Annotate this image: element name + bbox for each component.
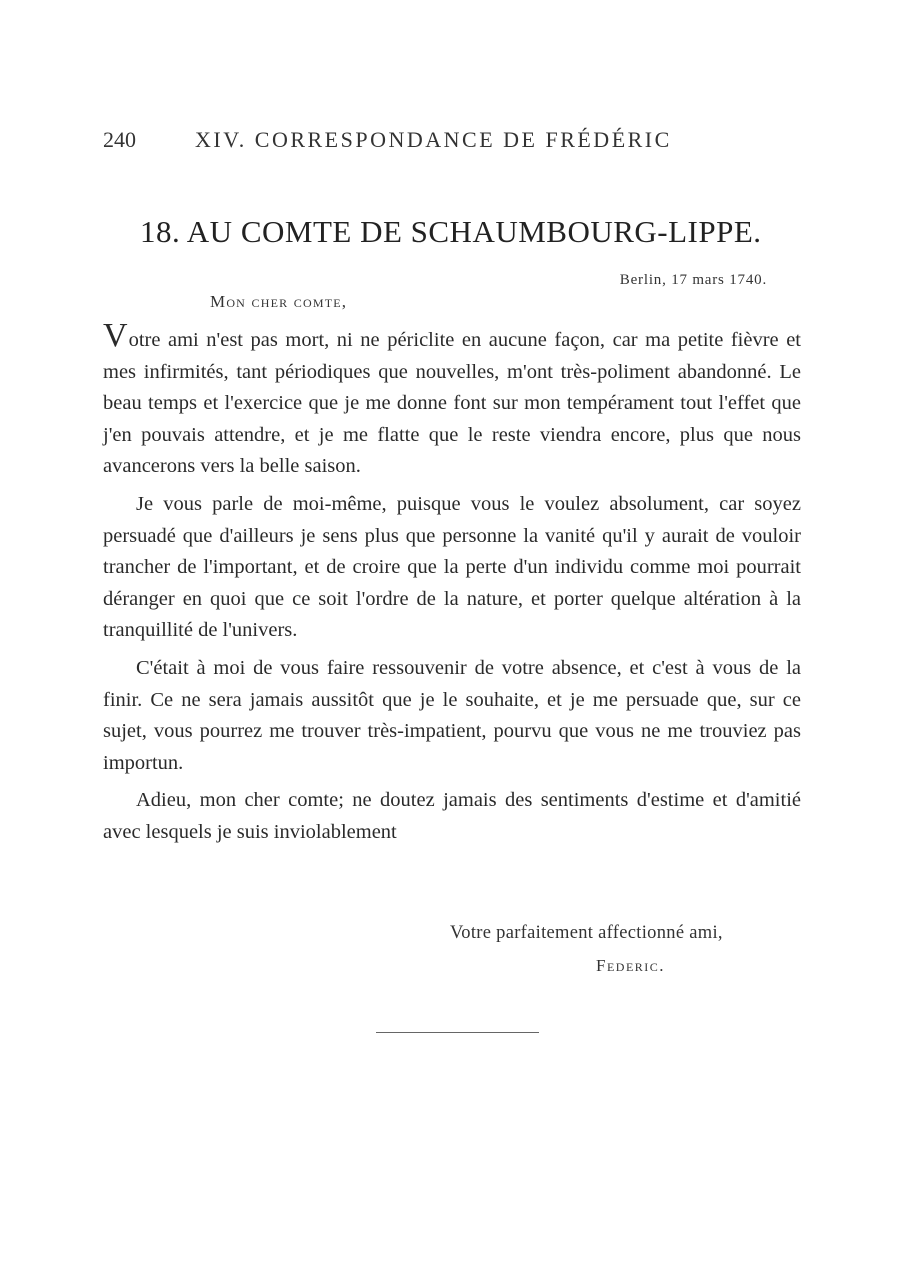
paragraph-3: C'était à moi de vous faire ressouvenir de votre absence, et c'est à vous de la finir. Ce ne sera jamais aussitôt que je le souhaite, et je me persuade que, sur ce sujet, vous pourrez me trouver très-impatient, pourvu que vous ne me trouviez pas importun. xyxy=(103,656,801,774)
running-head-title: XIV. CORRESPONDANCE DE FRÉDÉRIC xyxy=(195,127,672,152)
paragraph-1-text: otre ami n'est pas mort, ni ne périclite en aucune façon, car ma petite fièvre et mes infirmités, tant périodiques que nouvelles, m'ont très-poliment abandonné. Le beau temps et l'exercice que je me donne font sur mon tempérament tout l'effet que j'en pouvais attendre, et je me flatte que le reste viendra encore, plus que nous avancerons vers la belle saison. xyxy=(103,329,801,478)
drop-cap: V xyxy=(103,317,128,354)
end-rule-divider xyxy=(376,1032,539,1033)
letter-heading: 18. AU COMTE DE SCHAUMBOURG-LIPPE. xyxy=(140,214,762,249)
page-number: 240 xyxy=(103,127,136,152)
letter-signature: Federic. xyxy=(596,956,666,975)
running-head xyxy=(103,127,723,157)
letter-closing: Votre parfaitement affectionné ami, xyxy=(450,923,723,943)
paragraph-4: Adieu, mon cher comte; ne doutez jamais des sentiments d'estime et d'amitié avec lesquels je suis inviolablement xyxy=(103,789,801,843)
paragraph-1 xyxy=(103,317,801,483)
letter-dateline: Berlin, 17 mars 1740. xyxy=(619,272,767,288)
letter-salutation: Mon cher comte, xyxy=(210,292,348,311)
paragraph-2: Je vous parle de moi-même, puisque vous le voulez absolument, car soyez persuadé que d'ailleurs je sens plus que personne la vanité qu'il y aurait de vouloir trancher de l'important, et de croire que la perte d'un individu comme moi pourrait déranger en quoi que ce soit l'ordre de la nature, et porter quelque altération à la tranquillité de l'univers. xyxy=(103,492,801,642)
letter-body xyxy=(103,317,801,855)
